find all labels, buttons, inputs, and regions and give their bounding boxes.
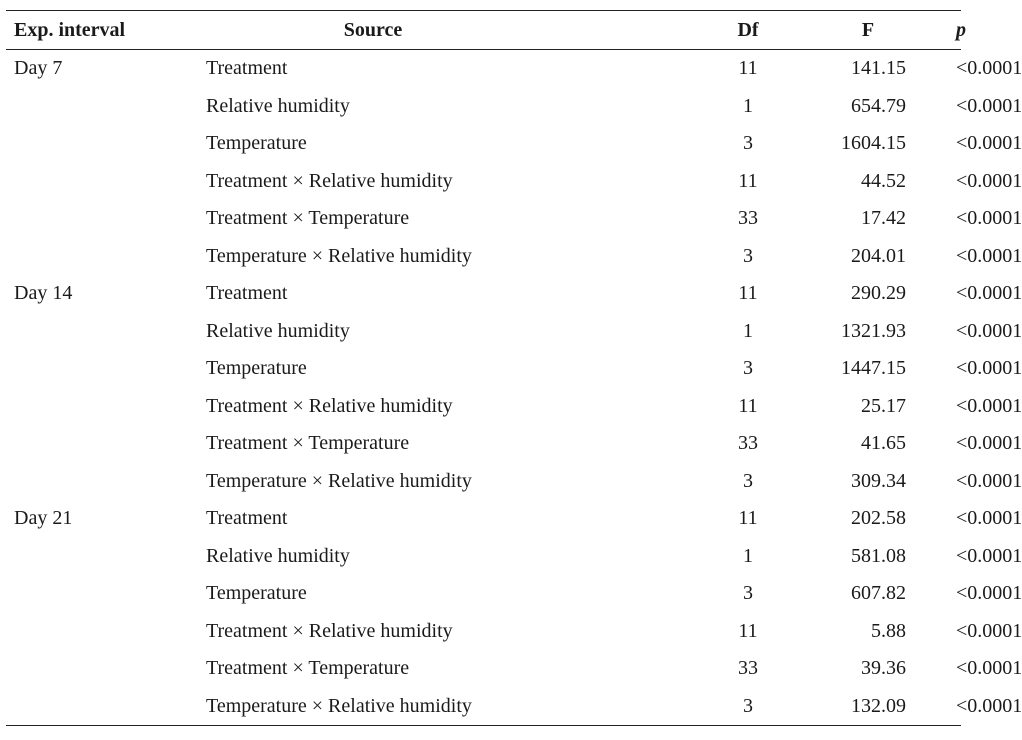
df-cell: 1: [743, 544, 753, 567]
table-row: [6, 125, 961, 163]
p-value-cell: <0.0001: [956, 394, 1022, 417]
df-cell: 11: [738, 507, 758, 530]
interval-cell: [6, 425, 198, 463]
f-value-cell: 5.88: [871, 619, 906, 642]
source-cell: Treatment × Temperature: [206, 432, 410, 455]
p-value-cell: <0.0001: [956, 357, 1022, 380]
df-cell: 3: [743, 244, 753, 267]
df-cell: 11: [738, 169, 758, 192]
source-cell: Relative humidity: [206, 544, 350, 567]
f-value-cell: 290.29: [851, 282, 906, 305]
interval-cell: [6, 388, 198, 426]
source-cell: Treatment × Relative humidity: [206, 394, 453, 417]
p-value-cell: <0.0001: [956, 582, 1022, 605]
interval-cell: [6, 613, 198, 651]
table-row: [6, 575, 961, 613]
f-value-cell: 141.15: [851, 57, 906, 80]
table-row: [6, 388, 961, 426]
table-row: [6, 313, 961, 351]
header-source: Source: [343, 18, 403, 41]
interval-cell: Day 21: [14, 507, 73, 530]
p-value-cell: <0.0001: [956, 544, 1022, 567]
source-cell: Relative humidity: [206, 319, 350, 342]
table-body: [6, 50, 1022, 726]
p-value-cell: <0.0001: [956, 319, 1022, 342]
p-value-cell: <0.0001: [956, 507, 1022, 530]
source-cell: Temperature: [206, 357, 307, 380]
table-row: [6, 425, 961, 463]
interval-cell: Day 7: [14, 57, 63, 80]
p-value-cell: <0.0001: [956, 619, 1022, 642]
f-value-cell: 17.42: [861, 207, 906, 230]
source-cell: Treatment: [206, 57, 288, 80]
table-row: [6, 50, 961, 88]
p-value-cell: <0.0001: [956, 244, 1022, 267]
source-cell: Temperature × Relative humidity: [206, 244, 472, 267]
interval-cell: [6, 88, 198, 126]
table-row: [6, 350, 961, 388]
df-cell: 3: [743, 357, 753, 380]
p-value-cell: <0.0001: [956, 657, 1022, 680]
p-value-cell: <0.0001: [956, 469, 1022, 492]
table-row: [6, 500, 961, 538]
f-value-cell: 1447.15: [841, 357, 906, 380]
interval-cell: [6, 688, 198, 726]
source-cell: Treatment × Relative humidity: [206, 619, 453, 642]
f-value-cell: 309.34: [851, 469, 906, 492]
source-cell: Treatment: [206, 507, 288, 530]
df-cell: 33: [738, 657, 758, 680]
anova-table-container: [6, 10, 1022, 726]
source-cell: Temperature: [206, 132, 307, 155]
table-row: [6, 688, 961, 726]
header-exp-interval: Exp. interval: [14, 18, 126, 41]
f-value-cell: 607.82: [851, 582, 906, 605]
f-value-cell: 44.52: [861, 169, 906, 192]
table-row: [6, 613, 961, 651]
table-row: [6, 275, 961, 313]
source-cell: Temperature × Relative humidity: [206, 469, 472, 492]
table-row: [6, 88, 961, 126]
interval-cell: [6, 163, 198, 201]
table-header: [6, 11, 966, 50]
source-cell: Treatment: [206, 282, 288, 305]
source-cell: Treatment × Temperature: [206, 207, 410, 230]
df-cell: 11: [738, 619, 758, 642]
p-value-cell: <0.0001: [956, 432, 1022, 455]
df-cell: 3: [743, 132, 753, 155]
source-cell: Relative humidity: [206, 94, 350, 117]
f-value-cell: 25.17: [861, 394, 906, 417]
df-cell: 11: [738, 57, 758, 80]
interval-cell: [6, 538, 198, 576]
table-row: [6, 238, 961, 276]
interval-cell: [6, 350, 198, 388]
df-cell: 3: [743, 694, 753, 717]
df-cell: 11: [738, 282, 758, 305]
df-cell: 33: [738, 432, 758, 455]
df-cell: 11: [738, 394, 758, 417]
f-value-cell: 39.36: [861, 657, 906, 680]
df-cell: 1: [743, 94, 753, 117]
interval-cell: [6, 238, 198, 276]
table-row: [6, 163, 961, 201]
p-value-cell: <0.0001: [956, 207, 1022, 230]
f-value-cell: 202.58: [851, 507, 906, 530]
p-value-cell: <0.0001: [956, 57, 1022, 80]
header-row: [6, 11, 961, 50]
p-value-cell: <0.0001: [956, 94, 1022, 117]
interval-cell: [6, 463, 198, 501]
df-cell: 3: [743, 469, 753, 492]
interval-cell: [6, 125, 198, 163]
f-value-cell: 581.08: [851, 544, 906, 567]
f-value-cell: 41.65: [861, 432, 906, 455]
df-cell: 33: [738, 207, 758, 230]
header-df: Df: [737, 18, 759, 41]
interval-cell: [6, 650, 198, 688]
source-cell: Temperature: [206, 582, 307, 605]
table-row: [6, 200, 961, 238]
f-value-cell: 1604.15: [841, 132, 906, 155]
interval-cell: Day 14: [14, 282, 73, 305]
header-f: F: [861, 18, 875, 41]
source-cell: Treatment × Relative humidity: [206, 169, 453, 192]
f-value-cell: 204.01: [851, 244, 906, 267]
interval-cell: [6, 313, 198, 351]
source-cell: Temperature × Relative humidity: [206, 694, 472, 717]
header-p: p: [956, 18, 966, 41]
p-value-cell: <0.0001: [956, 169, 1022, 192]
anova-table: [6, 10, 1022, 726]
df-cell: 3: [743, 582, 753, 605]
f-value-cell: 132.09: [851, 694, 906, 717]
interval-cell: [6, 575, 198, 613]
interval-cell: [6, 200, 198, 238]
table-row: [6, 463, 961, 501]
f-value-cell: 654.79: [851, 94, 906, 117]
p-value-cell: <0.0001: [956, 694, 1022, 717]
source-cell: Treatment × Temperature: [206, 657, 410, 680]
df-cell: 1: [743, 319, 753, 342]
table-row: [6, 538, 961, 576]
p-value-cell: <0.0001: [956, 282, 1022, 305]
table-row: [6, 650, 961, 688]
f-value-cell: 1321.93: [841, 319, 906, 342]
p-value-cell: <0.0001: [956, 132, 1022, 155]
